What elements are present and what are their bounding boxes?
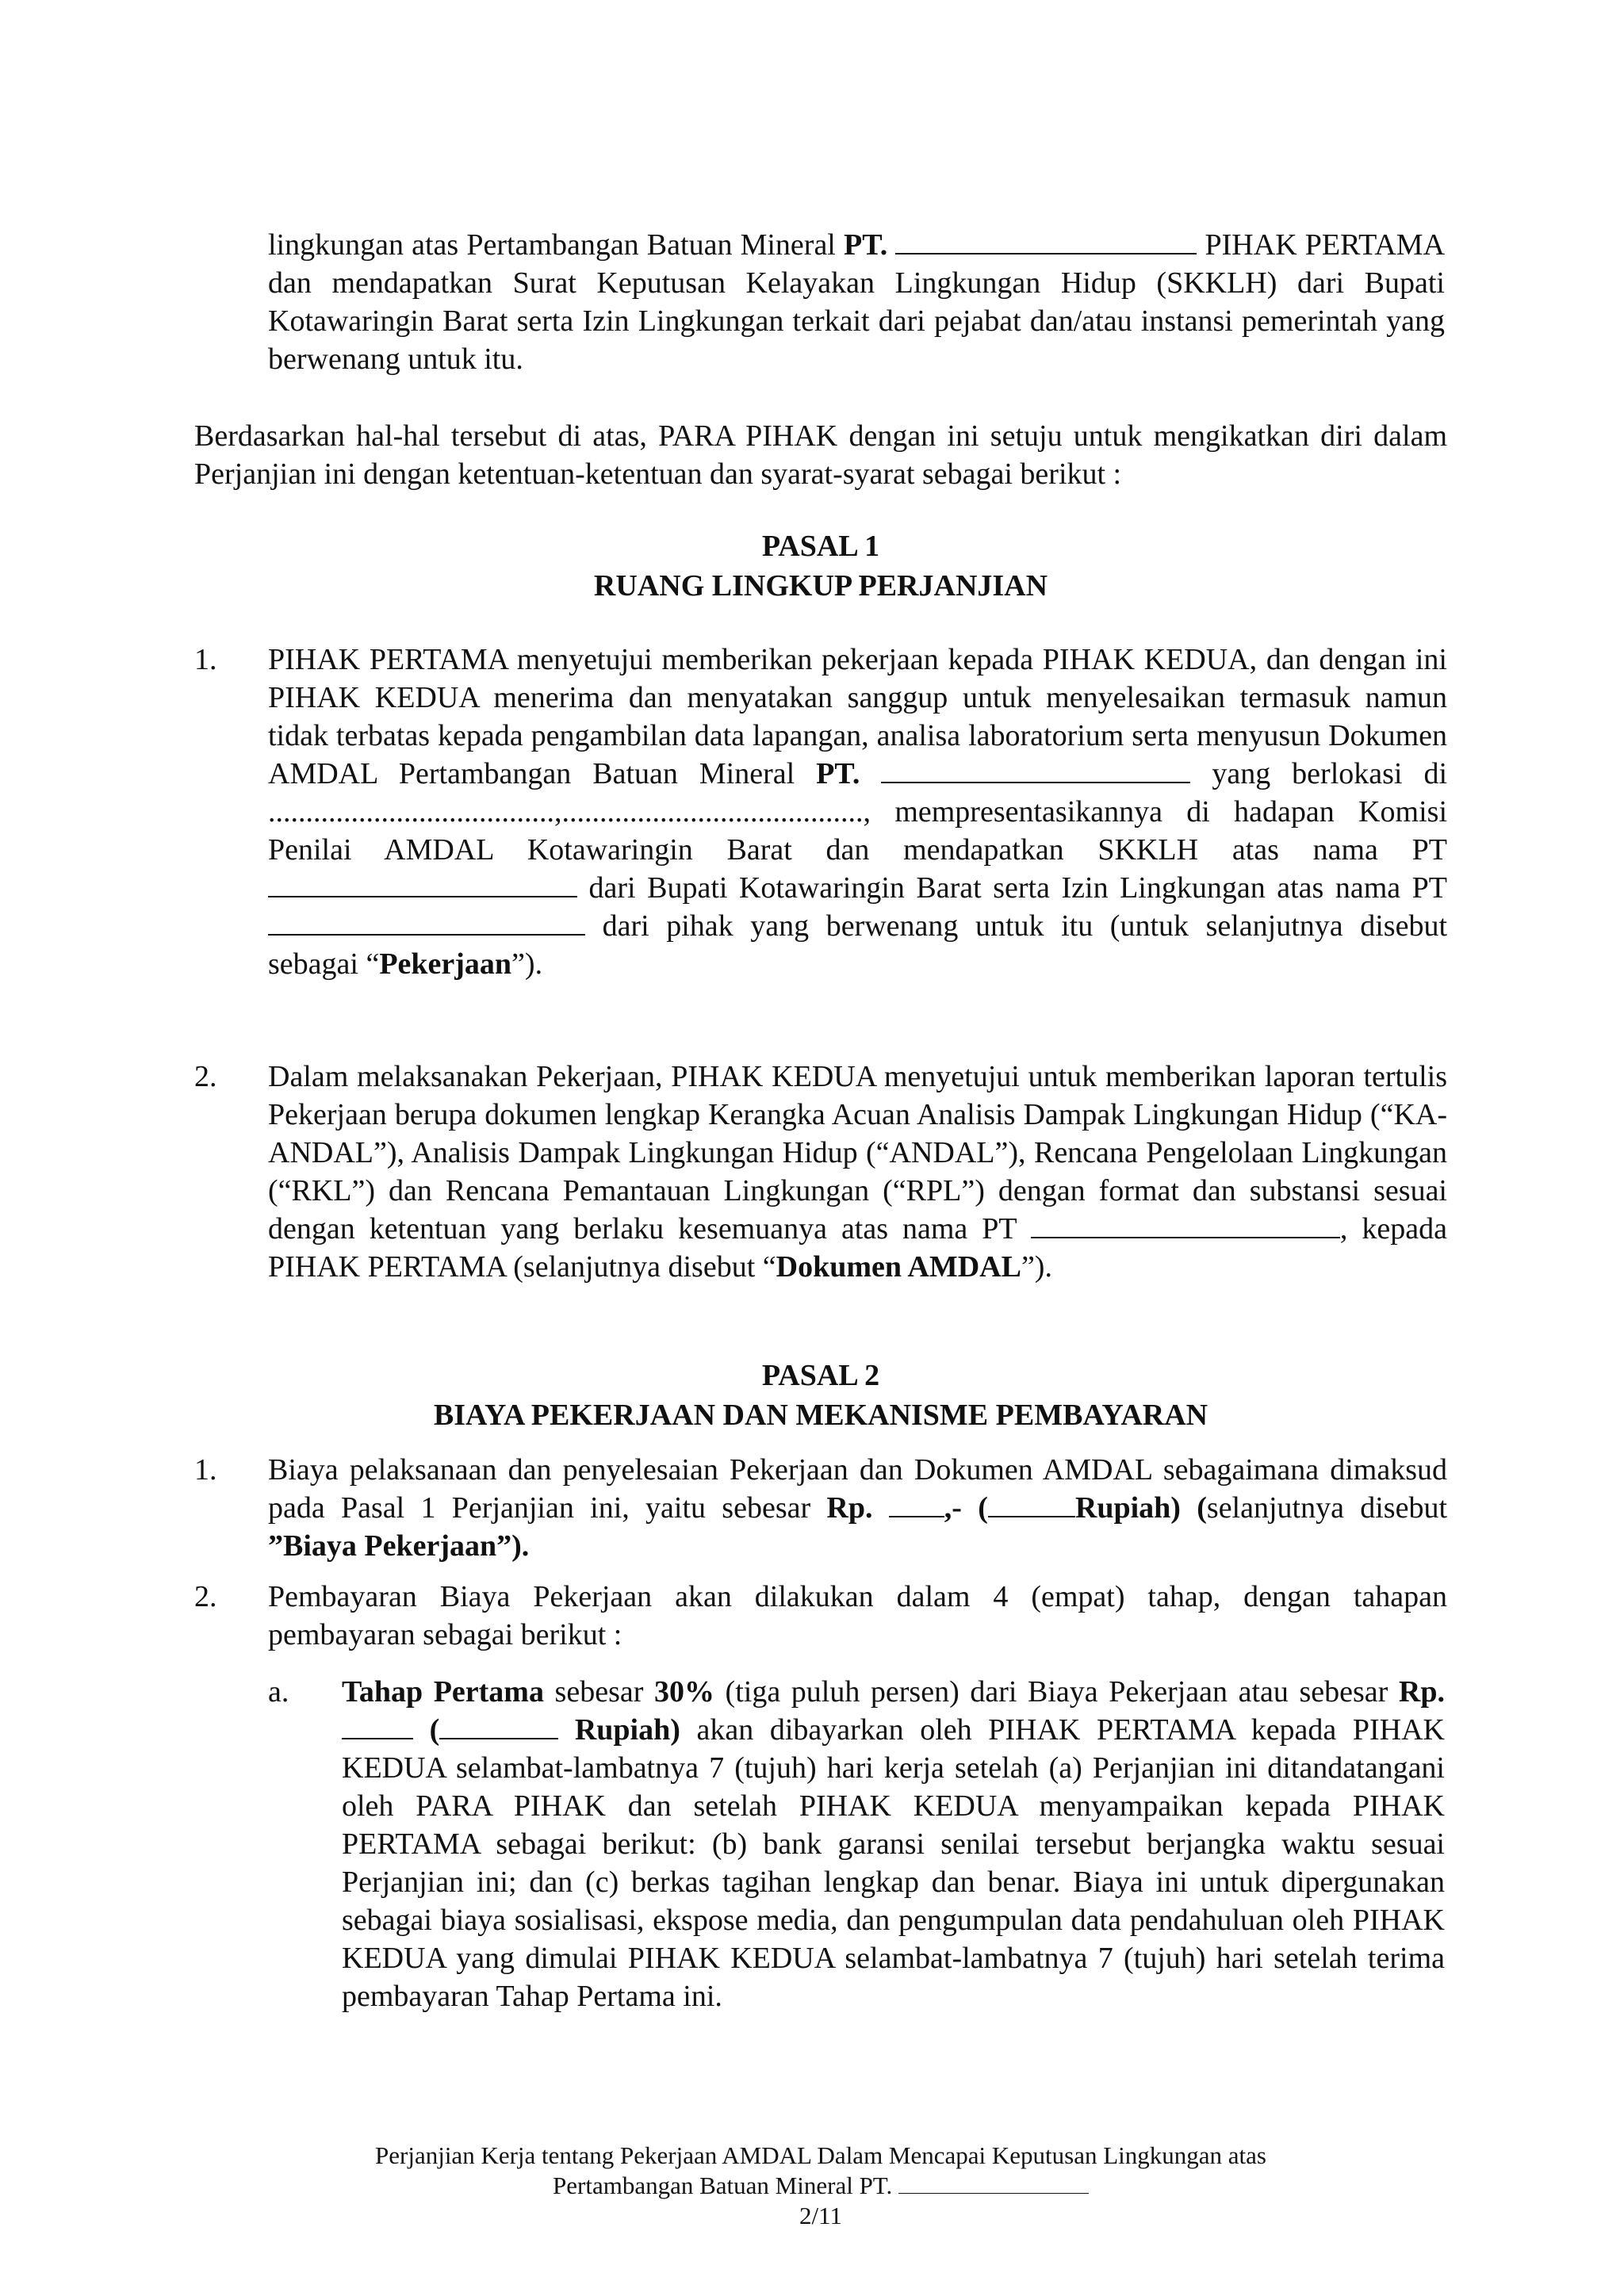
item-text: dari pihak yang berwenang untuk itu (untuk selanjutnya disebut sebagai “	[268, 909, 1447, 981]
blank-line	[342, 1711, 413, 1739]
intro-text-b: PIHAK PERTAMA dan mendapatkan Surat Keputusan Kelayakan Lingkungan Hidup (SKKLH) dari Bupati Kotawaringin Barat serta Izin Lingkungan terkait dari pejabat dan/atau instansi pemerintah yang berwenang untuk itu.	[268, 228, 1446, 376]
item-number: 2.	[194, 1060, 217, 1093]
blank-line	[898, 2172, 1089, 2194]
page-number: 2/11	[799, 2202, 842, 2229]
item-text: akan dibayarkan oleh PIHAK PERTAMA kepada PIHAK KEDUA selambat-lambatnya 7 (tujuh) hari kerja setelah (a) Perjanjian ini ditandatangani oleh PARA PIHAK dan setelah PIHAK KEDUA menyampaikan kepada PIHAK PERTAMA sebagai berikut: (b) bank garansi senilai tersebut berjangka waktu sesuai Perjanjian ini; dan (c) berkas tagihan lengkap dan benar. Biaya ini untuk dipergunakan sebagai biaya sosialisasi, ekspose media, dan pengumpulan data pendahuluan oleh PIHAK KEDUA yang dimulai PIHAK KEDUA selambat-lambatnya 7 (tujuh) hari setelah terima pembayaran Tahap Pertama ini.	[342, 1713, 1446, 2013]
item-text: Biaya pelaksanaan dan penyelesaian Pekerjaan dan Dokumen AMDAL sebagaimana dimaksud pada Pasal 1 Perjanjian ini, yaitu sebesar	[268, 1453, 1447, 1525]
defined-term: Pekerjaan	[379, 947, 512, 981]
pasal2-subitem-a	[268, 1673, 1445, 2015]
item-text: ”).	[511, 947, 543, 981]
pasal1-heading	[194, 526, 1447, 606]
amount-suffix: ,- (	[944, 1491, 988, 1525]
pasal2-item-1	[194, 1451, 1447, 1565]
blank-line	[268, 869, 577, 897]
pasal2-title: BIAYA PEKERJAAN DAN MEKANISME PEMBAYARAN	[433, 1399, 1208, 1432]
item-text: dari Bupati Kotawaringin Barat serta Izin Lingkungan atas nama PT	[577, 871, 1447, 905]
percentage: 30%	[653, 1675, 714, 1709]
pasal2-item-2	[194, 1578, 1447, 1654]
pasal1-item-2	[194, 1058, 1447, 1286]
footer-line-2	[194, 2171, 1447, 2201]
intro-pt: PT.	[844, 228, 888, 262]
subitem-letter: a.	[268, 1675, 289, 1709]
item-text: sebesar	[543, 1675, 654, 1709]
item-text: yang berlokasi di ......................................,........................................, mempresentasikannya di hadapan Komisi Penilai AMDAL Kotawaringin Barat dan mendapatkan SKKLH atas nama PT	[268, 757, 1448, 867]
item-text: (tiga puluh persen) dari Biaya Pekerjaan atau sebesar	[714, 1675, 1399, 1709]
item-text: selanjutnya disebut	[1206, 1491, 1448, 1525]
blank-line	[988, 1489, 1075, 1517]
item-text: Dalam melaksanakan Pekerjaan, PIHAK KEDUA menyetujui untuk memberikan laporan tertulis Pekerjaan berupa dokumen lengkap Kerangka Acuan Analisis Dampak Lingkungan Hidup (“KA-ANDAL”), Analisis Dampak Lingkungan Hidup (“ANDAL”), Rencana Pengelolaan Lingkungan (“RKL”) dan Rencana Pemantauan Lingkungan (“RPL”) dengan format dan substansi sesuai dengan ketentuan yang berlaku kesemuanya atas nama PT	[268, 1060, 1447, 1246]
item-text: Pembayaran Biaya Pekerjaan akan dilakukan dalam 4 (empat) tahap, dengan tahapan pembayaran sebagai berikut :	[268, 1580, 1447, 1651]
item-number: 1.	[194, 1453, 217, 1487]
blank-line	[1031, 1210, 1340, 1238]
agreement-text: Berdasarkan hal-hal tersebut di atas, PARA PIHAK dengan ini setuju untuk mengikatkan diri dalam Perjanjian ini dengan ketentuan-ketentuan dan syarat-syarat sebagai berikut :	[194, 419, 1447, 491]
footer-line-1: Perjanjian Kerja tentang Pekerjaan AMDAL Dalam Mencapai Keputusan Lingkungan atas	[375, 2141, 1266, 2169]
pasal1-title: RUANG LINGKUP PERJANJIAN	[593, 569, 1048, 603]
blank-line	[268, 907, 585, 936]
pasal2-number: PASAL 2	[761, 1359, 880, 1392]
pasal1-number: PASAL 1	[761, 530, 880, 563]
intro-text-a: lingkungan atas Pertambangan Batuan Mineral	[268, 228, 844, 262]
defined-term: Tahap Pertama	[342, 1675, 544, 1709]
agreement-paragraph	[194, 417, 1447, 493]
amount-rupiah: Rupiah)	[1074, 1491, 1181, 1525]
item-text: ”).	[1021, 1250, 1052, 1284]
paren-open: (	[1197, 1491, 1207, 1525]
paren-open: (	[429, 1713, 440, 1747]
blank-line	[895, 226, 1197, 254]
item-number: 1.	[194, 643, 217, 676]
intro-paragraph	[268, 226, 1445, 378]
amount-rupiah: Rupiah)	[574, 1713, 680, 1747]
item-text: , kepada PIHAK PERTAMA (selanjutnya disebut “	[268, 1212, 1447, 1284]
blank-line	[439, 1711, 558, 1739]
item-pt: PT.	[816, 757, 860, 790]
blank-line	[889, 1489, 944, 1517]
page-footer	[194, 2141, 1447, 2231]
item-number: 2.	[194, 1580, 217, 1613]
pasal2-heading	[194, 1356, 1447, 1435]
blank-line	[881, 755, 1190, 783]
item-text: PIHAK PERTAMA menyetujui memberikan pekerjaan kepada PIHAK KEDUA, dan dengan ini PIHAK KEDUA menerima dan menyatakan sanggup untuk menyelesaikan termasuk namun tidak terbatas kepada pengambilan data lapangan, analisa laboratorium serta menyusun Dokumen AMDAL Pertambangan Batuan Mineral	[268, 643, 1447, 790]
pasal1-item-1	[194, 641, 1447, 983]
footer-text: Pertambangan Batuan Mineral PT.	[553, 2172, 893, 2199]
amount-rp: Rp.	[1398, 1675, 1445, 1709]
amount-rp: Rp.	[826, 1491, 873, 1525]
defined-term: ”Biaya Pekerjaan”).	[268, 1529, 530, 1563]
defined-term: Dokumen AMDAL	[776, 1250, 1021, 1284]
